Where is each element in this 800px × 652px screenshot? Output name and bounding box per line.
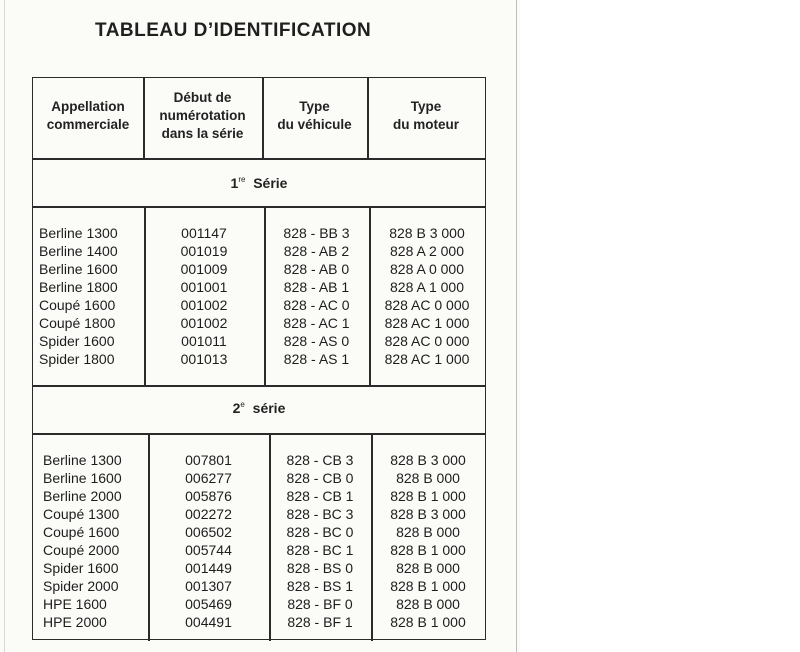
- table-cell-name: Berline 1600: [39, 261, 118, 277]
- series2-debut-column: [148, 451, 269, 631]
- series1-type-column: [264, 224, 369, 368]
- page-title: TABLEAU D’IDENTIFICATION: [95, 20, 372, 41]
- table-cell-type: 828 - AC 0: [283, 297, 350, 313]
- series1-rule: [33, 206, 485, 208]
- table-cell-name: Coupé 1600: [39, 297, 116, 313]
- table-cell-type: 828 - AB 1: [283, 279, 350, 295]
- series1-debut-column: [144, 224, 264, 368]
- table-cell-name: Coupé 1800: [39, 315, 116, 331]
- table-cell-num: 006277: [185, 470, 232, 486]
- table-cell-num: 001019: [180, 243, 228, 259]
- table-cell-type: 828 - AB 0: [283, 261, 350, 277]
- table-cell-name: Berline 1300: [39, 225, 118, 241]
- table-cell-moteur: 828 A 2 000: [390, 243, 464, 259]
- table-cell-type: 828 - AB 2: [283, 243, 350, 259]
- table-cell-num: 005876: [185, 488, 232, 504]
- table-cell-name: Spider 2000: [43, 578, 119, 594]
- table-cell-name: Berline 2000: [43, 488, 122, 504]
- header-type-vehicule: Type du véhicule: [277, 99, 352, 132]
- table-cell-name: Spider 1600: [39, 333, 115, 349]
- table-cell-num: 004491: [185, 614, 232, 630]
- series1-end-rule: [33, 385, 485, 387]
- table-cell-num: 001002: [180, 315, 228, 331]
- series2-appellation-column: [43, 451, 148, 631]
- table-cell-num: 007801: [185, 452, 232, 468]
- table-cell-name: Coupé 1600: [43, 524, 120, 540]
- table-cell-num: 001009: [180, 261, 228, 277]
- table-cell-moteur: 828 B 000: [396, 524, 460, 540]
- series2-rule: [33, 433, 485, 435]
- table-cell-num: 001307: [185, 578, 232, 594]
- table-cell-num: 002272: [185, 506, 232, 522]
- table-cell-moteur: 828 A 0 000: [390, 261, 464, 277]
- series1-label: 1re Série: [230, 175, 288, 191]
- header-rule: [33, 158, 485, 160]
- header-type-moteur: Type du moteur: [393, 99, 459, 132]
- header-debut: Début de numérotation dans la série: [159, 90, 246, 141]
- table-cell-moteur: 828 B 000: [396, 596, 460, 612]
- table-cell-name: Spider 1600: [43, 560, 119, 576]
- table-cell-name: HPE 2000: [43, 614, 107, 630]
- identification-table: [32, 77, 486, 640]
- table-cell-num: 001002: [180, 297, 228, 313]
- page-right-edge: [516, 0, 517, 652]
- table-cell-num: 006502: [185, 524, 232, 540]
- table-cell-type: 828 - BC 3: [286, 506, 354, 522]
- series2-type-column: [269, 451, 371, 631]
- table-cell-type: 828 - BF 0: [287, 596, 353, 612]
- table-cell-moteur: 828 B 000: [396, 560, 460, 576]
- table-cell-num: 005469: [185, 596, 232, 612]
- table-cell-type: 828 - BC 0: [286, 524, 354, 540]
- table-cell-moteur: 828 AC 1 000: [384, 351, 470, 367]
- table-cell-num: 001147: [181, 225, 227, 241]
- header-appellation: Appellation commerciale: [46, 99, 130, 132]
- table-cell-moteur: 828 B 1 000: [390, 488, 466, 504]
- table-cell-type: 828 - CB 0: [286, 470, 354, 486]
- table-cell-type: 828 - BB 3: [283, 225, 350, 241]
- table-cell-moteur: 828 A 1 000: [390, 279, 464, 295]
- series1-appellation-column: [39, 224, 144, 368]
- series2-label: 2e série: [232, 400, 286, 416]
- table-cell-moteur: 828 B 1 000: [390, 542, 466, 558]
- table-cell-name: Berline 1800: [39, 279, 118, 295]
- table-cell-name: Berline 1300: [43, 452, 122, 468]
- table-cell-type: 828 - BS 1: [286, 578, 354, 594]
- table-cell-type: 828 - CB 1: [286, 488, 354, 504]
- table-cell-name: Berline 1400: [39, 243, 118, 259]
- table-cell-type: 828 - AS 0: [283, 333, 350, 349]
- table-cell-moteur: 828 B 3 000: [389, 225, 465, 241]
- table-cell-moteur: 828 B 1 000: [390, 614, 466, 630]
- table-cell-moteur: 828 B 1 000: [390, 578, 466, 594]
- table-cell-num: 001013: [180, 351, 228, 367]
- table-cell-name: HPE 1600: [43, 596, 107, 612]
- table-cell-name: Spider 1800: [39, 351, 115, 367]
- table-cell-num: 001449: [185, 560, 232, 576]
- table-cell-name: Coupé 2000: [43, 542, 120, 558]
- table-cell-type: 828 - AC 1: [283, 315, 350, 331]
- table-cell-moteur: 828 B 3 000: [390, 506, 466, 522]
- series2-moteur-column: [371, 451, 485, 631]
- table-cell-num: 001011: [181, 333, 227, 349]
- table-cell-moteur: 828 B 000: [396, 470, 460, 486]
- table-cell-moteur: 828 AC 0 000: [384, 333, 470, 349]
- table-cell-type: 828 - BS 0: [286, 560, 354, 576]
- series1-moteur-column: [369, 224, 485, 368]
- table-cell-num: 001001: [180, 279, 228, 295]
- table-cell-type: 828 - BF 1: [287, 614, 353, 630]
- table-cell-type: 828 - BC 1: [286, 542, 354, 558]
- table-cell-num: 005744: [185, 542, 232, 558]
- table-cell-moteur: 828 AC 1 000: [384, 315, 470, 331]
- table-cell-moteur: 828 B 3 000: [390, 452, 466, 468]
- page-left-edge: [4, 0, 5, 652]
- table-cell-name: Coupé 1300: [43, 506, 120, 522]
- table-cell-type: 828 - CB 3: [286, 452, 354, 468]
- table-cell-moteur: 828 AC 0 000: [384, 297, 470, 313]
- table-cell-type: 828 - AS 1: [283, 351, 350, 367]
- table-cell-name: Berline 1600: [43, 470, 122, 486]
